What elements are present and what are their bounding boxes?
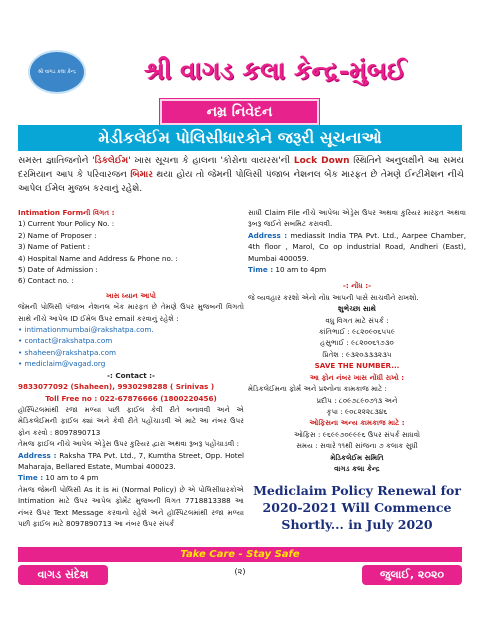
contact-item: પ્રિતેશ : ૯૩૨૦૩૩૩૨૩૫ [322,349,392,359]
right-column [248,207,466,533]
email-link[interactable]: • contact@rakshatpa.com [18,336,113,346]
timing-text: સમય : સવારે ૧૧થી સાંજના ૭ કલાક સુધી [296,441,418,451]
office-contact-item: કૃપા : ૯૦૮૨૨૨૮૩૪૬ [326,406,388,416]
signature-committee: મેડિકલેઈમ સમિતિ [330,452,384,462]
intimation-list [18,218,244,286]
office-contact-list [248,395,466,418]
contact-phones: 9833077092 (Shaheen), 9930298288 ( Srinivas ) [18,382,215,392]
courier-instructions: તેમજ ફાઈલ નીચે આપેલ એડ્રેસ ઉપર કુરિયર દ્વારા અથવા રૂબરૂ પહોંચાડવી : [18,439,240,449]
email-link[interactable]: • mediclaim@vagad.org [18,359,106,369]
mediclaim-banner: મેડીકલેઈમ પોલિસીધારકોને જરૂરી સૂચનાઓ [18,125,462,151]
list-item: 3) Name of Patient : [18,242,91,252]
list-item: 4) Hospital Name and Address & Phone no. : [18,253,178,263]
page-number: (૨) [234,567,246,576]
mediassist-time: Time : 10 am to 4pm [248,265,327,275]
note-heading: -: નોંધ :- [342,281,372,291]
list-item: 5) Date of Admission : [18,265,98,275]
signature-organization: વાગડ કલા કેન્દ્ર [334,463,380,473]
hospital-instructions: હૉસ્પિટલમાંથી રજા મળ્યા પછી ફાઈલ કેવી રીતે બનાવવી અને એ મેડિકલેઈમની ફાઈલ ક્યાં અને કેવી રીતે પહોંચાડવી એ માટે આ નંબર ઉપર ફોન કરવો : 8097890713 [18,404,244,437]
office-work-heading: ઓફિસના અન્ય કામકાજ માટે : [309,418,405,428]
save-number-label: SAVE THE NUMBER... [314,361,400,371]
intimation-heading: Intimation Formની વિગત : [18,208,115,217]
email-link[interactable]: • intimationmumbai@rakshatpa.com. [18,325,154,335]
mediassist-address: Address : mediassit India TPA Pvt. Ltd., Aarpee Chamber, 4th floor , Marol, Co op industrial Road, Andheri (East), Mumbai 400059. [248,230,466,263]
contact-heading: -: Contact :- [106,370,156,380]
magazine-name: વાગડ સંદેશ [18,565,108,585]
humble-request-badge: નમ્ર નિવેદન [160,99,319,125]
contact-list [248,326,466,360]
normal-policy-text: તેમજ જેમની પોલિસી As it is માં (Normal Policy) છે એ પોલિસીધારકોએ Intimation માટે ઉપર આપેલ ફોર્મેટ મુજબની વિગત 7718813388 આ નંબર ઉપર Text Message કરવાનો રહેશે અને હૉસ્પિટલમાંથી રજા મળ્યા પછી ફાઈલ માટે 8097890713 આ નંબર ઉપર સંપર્ક [18,484,244,528]
raksha-address: Address : Raksha TPA Pvt. Ltd., 7, Kumtha Street, Opp. Hotel Maharaja, Bellared Estate, Mumbai 400023. [18,450,244,471]
toll-free-number: Toll Free no : 022-67876666 (1800220456) [45,393,217,403]
contact-item: હસુભાઈ : ૯૮૨૦૦૬૧૭૩૦ [320,338,394,348]
logo-text: શ્રી વાગડ કલા કેન્દ્ર [37,69,77,75]
list-item: 1) Current Your Policy No. : [18,219,115,229]
page-footer [18,565,462,589]
organization-logo [28,50,86,94]
note-text: જે વ્યવહાર કરશો એનો નોંધ આપની પાસે સાચવીને રાખશો. [248,292,419,302]
page-title: શ્રી વાગડ કલા કેન્દ્ર-મુંબઈ [143,56,407,85]
office-text: મેડિકલેઈમના ફોર્મ અને પ્રશ્નોના કામકાજ માટે : [248,384,387,394]
email-link[interactable]: • shaheen@rakshatpa.com [18,347,117,357]
list-item: 6) Contact no. : [18,276,74,286]
wish-text: શુભેચ્છા સાથે [337,304,377,314]
contact-item: કાંતિભાઈ : ૯૮૨૦૯૦૬૫૫૯ [318,327,396,337]
intro-paragraph: સમસ્ત જ્ઞાતિજનોને 'ડિકલેઈમ' ખાસ સૂચના કે હાલના 'કોરોના વાયરસ'ની Lock Down સ્થિતિને અનુલક્ષીને આ સમય દરમિયાન આપ કે પરિવારજન બિમાર થયા હોય તો જેમની પોલિસી પંજાબ નેશનલ બેંક મારફત છે તેમણે ઈન્ટીમેશન નીચે આપેલ ઈમેલ મુજબ કરવાનું રહેશે. [18,156,464,194]
office-contact-item: પ્રદીપ : ૮૦૯૭૮૯૦૭૧૩ અને [316,395,398,405]
policy-renewal-notice: Mediclaim Policy Renewal for 2020-2021 Will Commence Shortly... in July 2020 [253,483,461,533]
issue-date: જુલાઈ, ૨૦૨૦ [362,565,462,585]
claim-text: સાધી Claim File નીચે આપેલા એડ્રેસ ઉપર અથવા કુરિયર મારફત અથવા રૂબરૂ જઈને સબમિટ કરાવવી. [248,208,466,229]
list-item: 2) Name of Proposer : [18,230,97,240]
email-list [18,324,244,370]
more-info-label: વધુ વિગત માટે સંપર્ક : [325,315,389,325]
left-column [18,207,244,529]
attention-heading: ખાસ ધ્યાન આપો [106,290,156,300]
take-care-strip: Take Care - Stay Safe [18,547,462,562]
raksha-time: Time : 10 am to 4 pm [18,473,99,483]
attention-text: જેમની પોલિસી પંજાબ નેશનલ બેંક મારફત છે તેમણે ઉપર મુજબની વિગતો સાથે નીચે આપેલ ID ઈમેલ ઉપર email કરવાનું રહેશે : [18,302,244,323]
office-work-text: ઓફિસ : ૯૬૯૯૭૦૯૯૯૬ ઉપર સંપર્ક સાધવો [293,429,420,439]
phone-heading: આ ફોન નંબર ખાસ નોંધી રાખો : [309,372,405,382]
